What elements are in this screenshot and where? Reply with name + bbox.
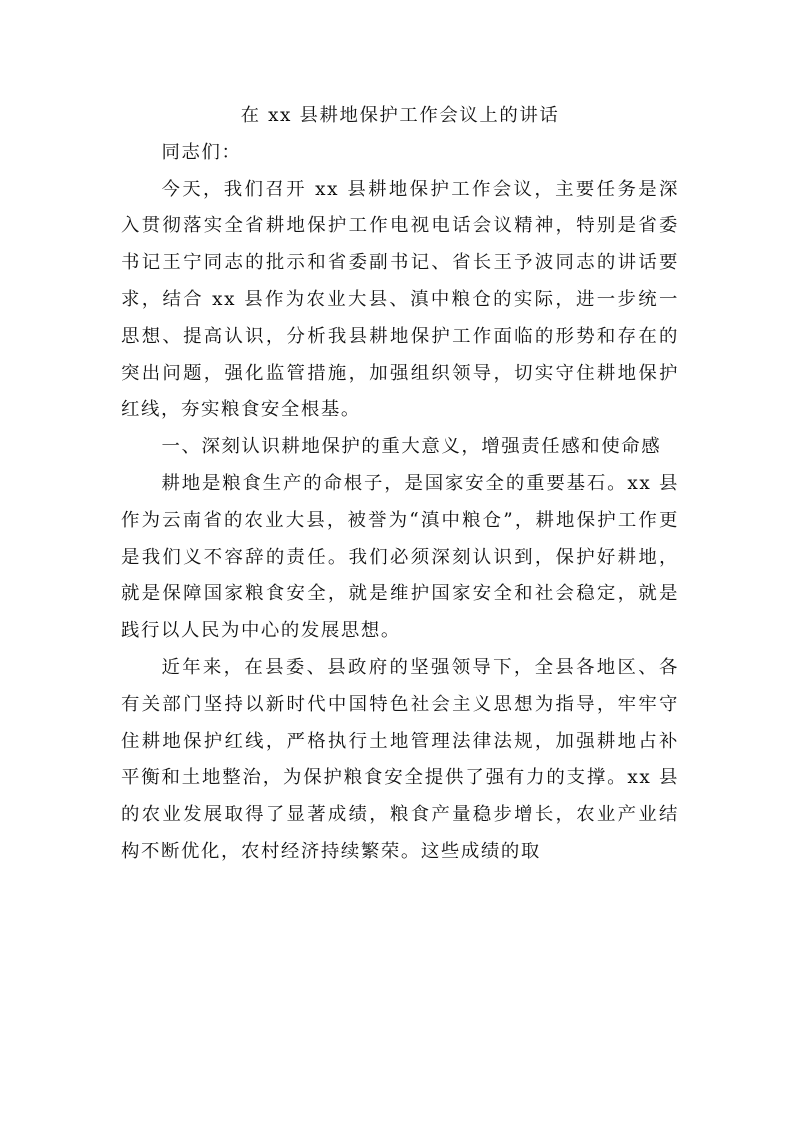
document-title: 在 xx 县耕地保护工作会议上的讲话 <box>240 105 560 126</box>
paragraph-achievements: 近年来，在县委、县政府的坚强领导下，全县各地区、各有关部门坚持以新时代中国特色社会主义思想为指导，牢牢守住耕地保护红线，严格执行土地管理法律法规，加强耕地占补平衡和土地整治，为保护粮食安全提供了强有力的支撑。xx 县的农业发展取得了显著成绩，粮食产量稳步增长，农业产业结构不断优化，农村经济持续繁荣。这些成绩的取 <box>121 656 679 862</box>
paragraph-intro: 今天，我们召开 xx 县耕地保护工作会议，主要任务是深入贯彻落实全省耕地保护工作电视电话会议精神，特别是省委书记王宁同志的批示和省委副书记、省长王予波同志的讲话要求，结合 xx 县作为农业大县、滇中粮仓的实际，进一步统一思想、提高认识，分析我县耕地保护工作面临的形势和存在的突出问题，强化监管措施，加强组织领导，切实守住耕地保护红线，夯实粮食安全根基。 <box>121 178 679 421</box>
paragraph-significance: 耕地是粮食生产的命根子，是国家安全的重要基石。xx 县作为云南省的农业大县，被誉为“滇中粮仓”，耕地保护工作更是我们义不容辞的责任。我们必须深刻认识到，保护好耕地，就是保障国家粮食安全，就是维护国家安全和社会稳定，就是践行以人民为中心的发展思想。 <box>121 472 679 642</box>
document-body <box>121 98 679 871</box>
section-heading-1: 一、深刻认识耕地保护的重大意义，增强责任感和使命感 <box>161 436 662 458</box>
salutation: 同志们： <box>161 141 242 163</box>
